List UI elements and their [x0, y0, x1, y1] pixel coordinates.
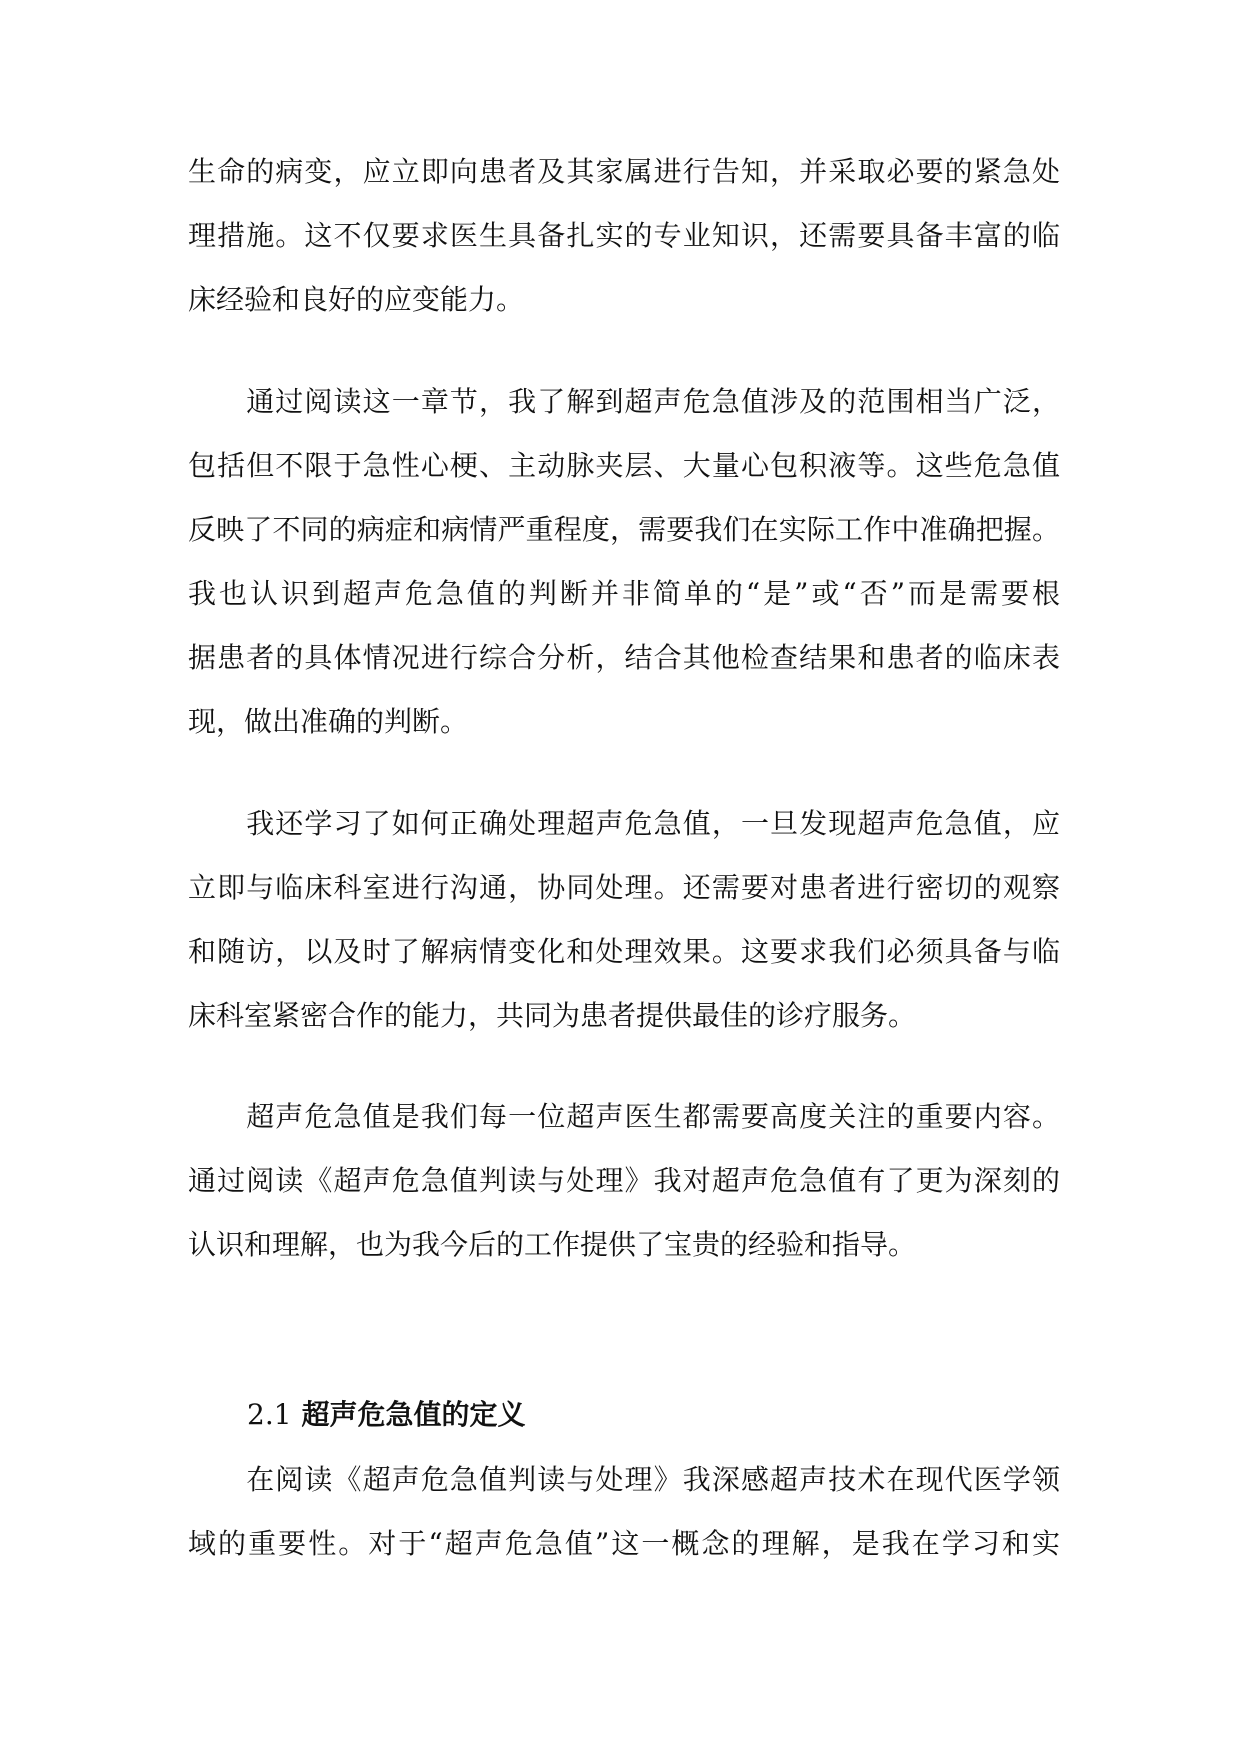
text-line: 包括但不限于急性心梗、主动脉夹层、大量心包积液等。这些危急值: [188, 449, 1060, 482]
text-line: 立即与临床科室进行沟通，协同处理。还需要对患者进行密切的观察: [188, 871, 1060, 904]
text-line: 理措施。这不仅要求医生具备扎实的专业知识，还需要具备丰富的临: [188, 219, 1060, 252]
text-line: 床经验和良好的应变能力。: [188, 283, 525, 316]
text-line: 通过阅读《超声危急值判读与处理》我对超声危急值有了更为深刻的: [188, 1164, 1060, 1197]
text-line: 和随访，以及时了解病情变化和处理效果。这要求我们必须具备与临: [188, 935, 1060, 968]
text-line: 据患者的具体情况进行综合分析，结合其他检查结果和患者的临床表: [188, 641, 1060, 674]
text-line: 通过阅读这一章节，我了解到超声危急值涉及的范围相当广泛，: [188, 385, 1060, 418]
section-heading: [247, 1390, 526, 1440]
paragraph-1: [188, 140, 1060, 332]
text-line: 床科室紧密合作的能力，共同为患者提供最佳的诊疗服务。: [188, 999, 917, 1032]
text-line: 我也认识到超声危急值的判断并非简单的“是”或“否”而是需要根: [188, 577, 1060, 610]
text-line: 反映了不同的病症和病情严重程度，需要我们在实际工作中准确把握。: [188, 513, 1060, 546]
section-paragraph: [188, 1448, 1060, 1576]
section-title: 超声危急值的定义: [301, 1398, 526, 1431]
text-line: 域的重要性。对于“超声危急值”这一概念的理解，是我在学习和实: [188, 1527, 1060, 1560]
section-number: 2.1: [247, 1398, 292, 1431]
paragraph-3: [188, 792, 1060, 1048]
paragraph-4: [188, 1085, 1060, 1277]
text-line: 我还学习了如何正确处理超声危急值，一旦发现超声危急值，应: [188, 807, 1060, 840]
text-line: 超声危急值是我们每一位超声医生都需要高度关注的重要内容。: [188, 1100, 1060, 1133]
text-line: 生命的病变，应立即向患者及其家属进行告知，并采取必要的紧急处: [188, 155, 1060, 188]
text-line: 在阅读《超声危急值判读与处理》我深感超声技术在现代医学领: [188, 1463, 1060, 1496]
text-line: 认识和理解，也为我今后的工作提供了宝贵的经验和指导。: [188, 1228, 917, 1261]
text-line: 现，做出准确的判断。: [188, 705, 469, 738]
paragraph-2: [188, 370, 1060, 754]
